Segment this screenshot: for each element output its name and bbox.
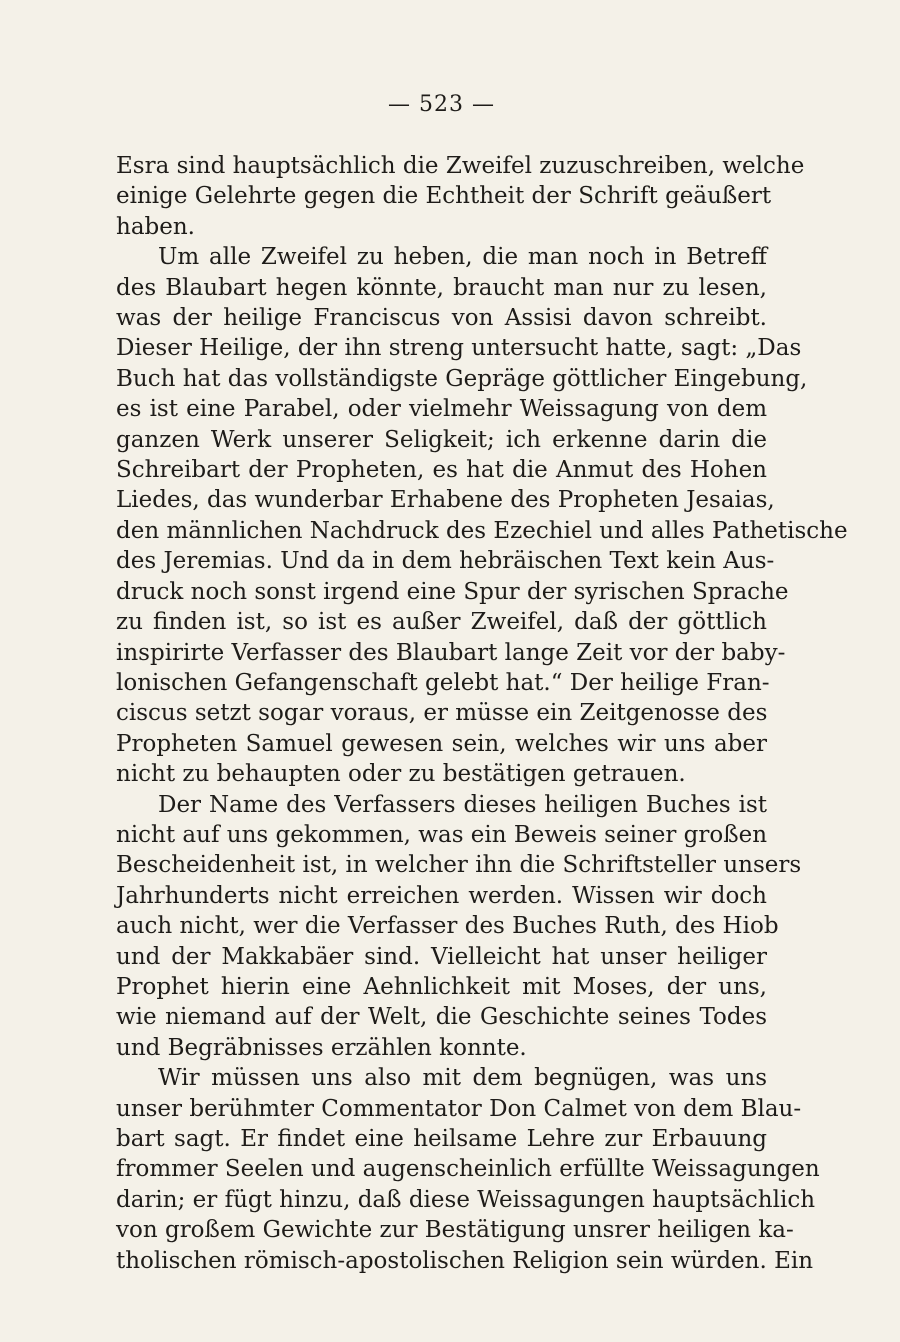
text-line: nicht zu behaupten oder zu bestätigen getrauen. [116, 761, 686, 788]
text-line: Wir müssen uns also mit dem begnügen, was uns [158, 1065, 767, 1092]
text-line: von großem Gewichte zur Bestätigung unsrer heiligen ka- [116, 1217, 794, 1244]
text-line: tholischen römisch-apostolischen Religion sein würden. Ein [116, 1247, 814, 1274]
text-line: wie niemand auf der Welt, die Geschichte seines Todes [116, 1004, 767, 1031]
text-line: und der Makkabäer sind. Vielleicht hat unser heiliger [116, 943, 767, 970]
page-number: — 523 — [388, 92, 495, 117]
text-line: des Blaubart hegen könnte, braucht man nur zu lesen, [116, 274, 767, 301]
text-line: darin; er fügt hinzu, daß diese Weissagungen hauptsächlich [116, 1186, 816, 1213]
text-line: auch nicht, wer die Verfasser des Buches Ruth, des Hiob [116, 913, 779, 940]
text-line: bart sagt. Er findet eine heilsame Lehre zur Erbauung [116, 1126, 767, 1152]
text-line: haben. [116, 213, 195, 240]
text-line: Prophet hierin eine Aehnlichkeit mit Moses, der uns, [116, 973, 767, 1000]
text-line: Bescheidenheit ist, in welcher ihn die Schriftsteller unsers [116, 852, 802, 879]
text-line: und Begräbnisses erzählen konnte. [116, 1034, 527, 1061]
text-line: Dieser Heilige, der ihn streng untersucht hatte, sagt: „Das [116, 335, 802, 362]
text-line: Propheten Samuel gewesen sein, welches wir uns aber [116, 730, 767, 757]
text-line: ganzen Werk unserer Seligkeit; ich erkenne darin die [116, 426, 767, 453]
text-line: was der heilige Franciscus von Assisi davon schreibt. [116, 305, 767, 332]
text-line: den männlichen Nachdruck des Ezechiel und alles Pathetische [116, 517, 848, 544]
text-line: des Jeremias. Und da in dem hebräischen Text kein Aus- [116, 548, 775, 575]
text-line: inspirirte Verfasser des Blaubart lange Zeit vor der baby- [116, 639, 786, 666]
text-line: Der Name des Verfassers dieses heiligen Buches ist [158, 791, 767, 818]
text-line: es ist eine Parabel, oder vielmehr Weissagung von dem [116, 396, 767, 423]
text-line: Um alle Zweifel zu heben, die man noch in Betreff [158, 244, 767, 271]
text-line: zu finden ist, so ist es außer Zweifel, daß der göttlich [116, 609, 767, 636]
text-line: einige Gelehrte gegen die Echtheit der Schrift geäußert [116, 183, 772, 210]
text-line: Liedes, das wunderbar Erhabene des Propheten Jesaias, [116, 487, 775, 514]
text-line: unser berühmter Commentator Don Calmet von dem Blau- [116, 1095, 802, 1122]
text-line: Jahrhunderts nicht erreichen werden. Wissen wir doch [116, 882, 767, 909]
text-line: ciscus setzt sogar voraus, er müsse ein Zeitgenosse des [116, 700, 768, 727]
text-line: frommer Seelen und augenscheinlich erfüllte Weissagungen [116, 1156, 820, 1183]
text-line: lonischen Gefangenschaft gelebt hat.“ Der heilige Fran- [116, 669, 770, 696]
text-line: druck noch sonst irgend eine Spur der syrischen Sprache [116, 578, 789, 605]
text-line: nicht auf uns gekommen, was ein Beweis seiner großen [116, 821, 768, 848]
text-line: Buch hat das vollständigste Gepräge göttlicher Eingebung, [116, 365, 808, 392]
text-line: Schreibart der Propheten, es hat die Anmut des Hohen [116, 457, 767, 484]
text-line: Esra sind hauptsächlich die Zweifel zuzuschreiben, welche [116, 153, 805, 179]
